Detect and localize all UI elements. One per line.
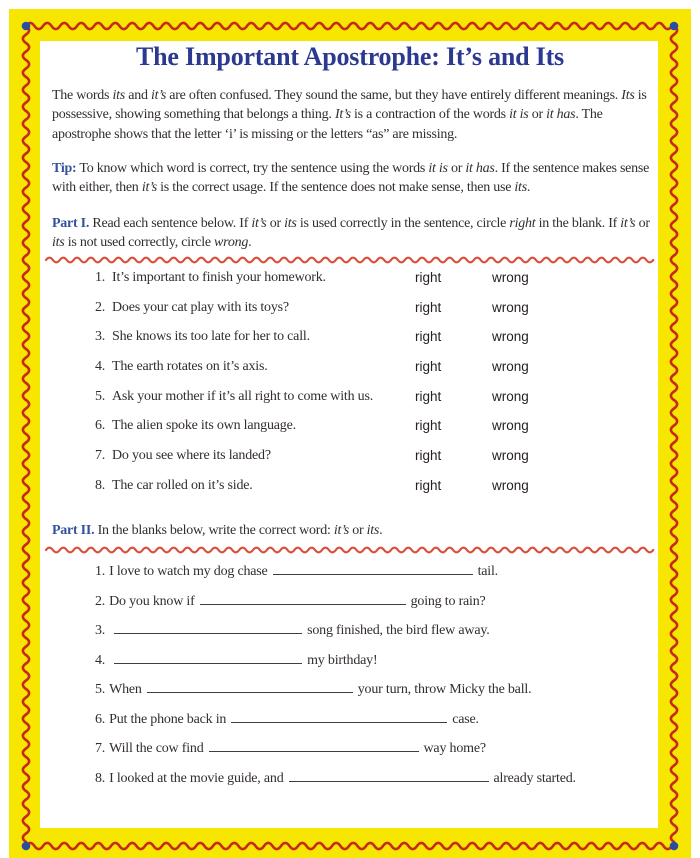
- fill-in-row: [52, 621, 656, 651]
- option-right[interactable]: right: [415, 418, 442, 434]
- sentence-after-blank: already started.: [493, 770, 576, 786]
- item-number: 4.: [95, 359, 106, 375]
- part2-label: Part II.: [52, 523, 95, 538]
- part1-exercise-list: [52, 270, 656, 508]
- item-number: 3.: [95, 329, 106, 345]
- sentence-after-blank: going to rain?: [410, 593, 486, 609]
- part2-instructions: [52, 521, 656, 540]
- sentence-before-blank: Do you know if: [109, 593, 195, 609]
- intro-paragraph: The words its and it’s are often confused. They sound the same, but they have entirely different meanings. Its is possessive, showing something that belongs a thing. It’s is a contraction of the words it is or it has. The apostrophe shows that the letter ‘i’ is missing or the letters “as” are missing.: [52, 88, 647, 142]
- item-number: 6.: [95, 418, 106, 434]
- part2-exercise-list: [52, 562, 656, 798]
- item-number: 5.: [95, 682, 106, 697]
- sentence-after-blank: song finished, the bird flew away.: [307, 623, 490, 638]
- answer-blank[interactable]: [200, 592, 406, 605]
- item-number: 2.: [95, 299, 106, 315]
- item-number: 8.: [95, 770, 106, 786]
- item-number: 1.: [95, 270, 106, 285]
- option-wrong[interactable]: wrong: [492, 359, 529, 375]
- sentence-before-blank: Put the phone back in: [109, 711, 227, 727]
- option-wrong[interactable]: wrong: [492, 270, 529, 285]
- sentence-before-blank: I looked at the movie guide, and: [109, 770, 284, 786]
- fill-in-row: [52, 769, 656, 799]
- answer-blank[interactable]: [289, 769, 489, 782]
- item-number: 8.: [95, 477, 106, 493]
- option-wrong[interactable]: wrong: [492, 388, 529, 404]
- option-wrong[interactable]: wrong: [492, 418, 529, 434]
- option-right[interactable]: right: [415, 270, 442, 285]
- option-wrong[interactable]: wrong: [492, 329, 529, 345]
- sentence-before-blank: When: [109, 682, 142, 697]
- option-right[interactable]: right: [415, 329, 442, 345]
- exercise-row: [52, 300, 656, 330]
- sentence-after-blank: your turn, throw Micky the ball.: [357, 682, 532, 697]
- sentence-before-blank: Will the cow find: [109, 741, 204, 756]
- part1-text: Read each sentence below. If it’s or its is used correctly in the sentence, circle right in the blank. If it’s or its is not used correctly, circle wrong.: [52, 216, 650, 251]
- option-wrong[interactable]: wrong: [492, 299, 529, 315]
- fill-in-row: [52, 592, 656, 622]
- sentence-after-blank: tail.: [477, 564, 498, 579]
- sentence-text: The car rolled on it’s side.: [112, 477, 253, 493]
- item-number: 7.: [95, 448, 106, 464]
- answer-blank[interactable]: [231, 710, 447, 723]
- sentence-text: Ask your mother if it’s all right to come with us.: [112, 388, 374, 404]
- answer-blank[interactable]: [147, 680, 353, 693]
- option-right[interactable]: right: [415, 388, 442, 404]
- exercise-row: [52, 359, 656, 389]
- item-number: 3.: [95, 623, 106, 638]
- exercise-row: [52, 389, 656, 419]
- tip-label: Tip:: [52, 161, 77, 176]
- answer-blank[interactable]: [273, 562, 473, 575]
- part1-label: Part I.: [52, 216, 90, 231]
- sentence-text: Does your cat play with its toys?: [112, 299, 289, 315]
- item-number: 5.: [95, 388, 106, 404]
- exercise-row: [52, 270, 656, 300]
- exercise-row: [52, 478, 656, 508]
- sentence-before-blank: I love to watch my dog chase: [109, 564, 268, 579]
- sentence-text: The earth rotates on it’s axis.: [112, 359, 268, 375]
- answer-blank[interactable]: [209, 739, 419, 752]
- fill-in-row: [52, 651, 656, 681]
- sentence-after-blank: case.: [452, 711, 479, 727]
- item-number: 2.: [95, 593, 106, 609]
- exercise-row: [52, 329, 656, 359]
- item-number: 7.: [95, 741, 106, 756]
- item-number: 4.: [95, 652, 106, 668]
- sentence-after-blank: way home?: [423, 741, 486, 756]
- fill-in-row: [52, 562, 656, 592]
- exercise-row: [52, 418, 656, 448]
- option-wrong[interactable]: wrong: [492, 477, 529, 493]
- tip-text: To know which word is correct, try the sentence using the words it is or it has. If the sentence makes sense with either, then it’s is the correct usage. If the sentence does not make sense, then use its.: [52, 161, 650, 196]
- sentence-text: It’s important to finish your homework.: [112, 270, 326, 285]
- option-right[interactable]: right: [415, 359, 442, 375]
- fill-in-row: [52, 680, 656, 710]
- fill-in-row: [52, 710, 656, 740]
- sentence-after-blank: my birthday!: [307, 652, 378, 668]
- sentence-text: The alien spoke its own language.: [112, 418, 296, 434]
- answer-blank[interactable]: [114, 651, 302, 664]
- part1-instructions: [52, 214, 656, 253]
- part2-text: In the blanks below, write the correct word: it’s or its.: [94, 523, 383, 538]
- exercise-row: [52, 448, 656, 478]
- option-right[interactable]: right: [415, 477, 442, 493]
- fill-in-row: [52, 739, 656, 769]
- sentence-text: Do you see where its landed?: [112, 448, 271, 464]
- sentence-text: She knows its too late for her to call.: [112, 329, 310, 345]
- option-wrong[interactable]: wrong: [492, 448, 529, 464]
- answer-blank[interactable]: [114, 621, 302, 634]
- item-number: 6.: [95, 711, 106, 727]
- item-number: 1.: [95, 564, 106, 579]
- option-right[interactable]: right: [415, 299, 442, 315]
- page-title: The Important Apostrophe: It’s and Its: [136, 42, 564, 71]
- option-right[interactable]: right: [415, 448, 442, 464]
- tip-paragraph: [52, 159, 656, 198]
